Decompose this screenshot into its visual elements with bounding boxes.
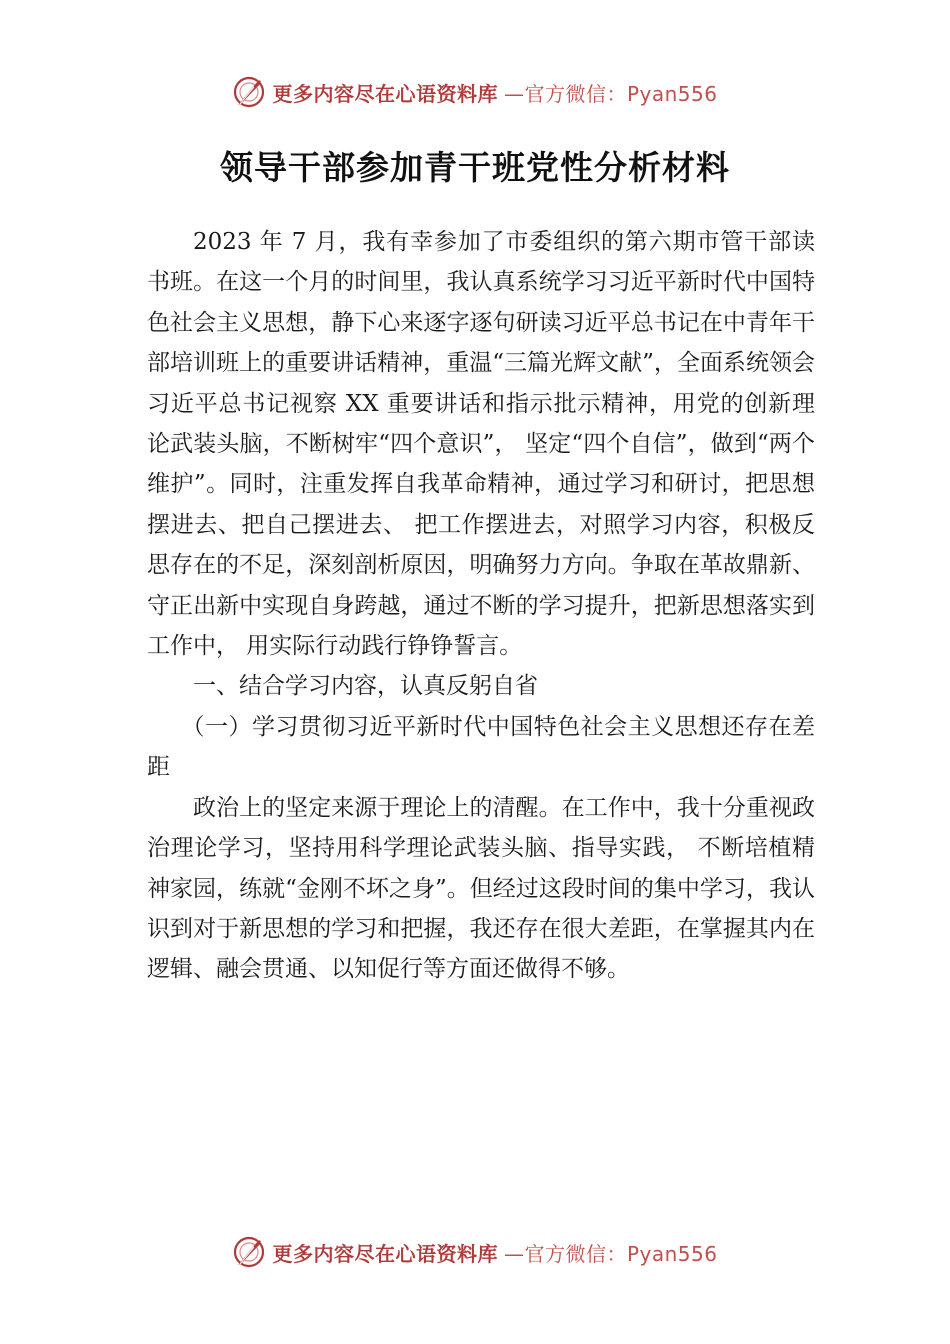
quill-logo-icon [232, 1235, 266, 1269]
footer-watermark [0, 1232, 950, 1272]
document-title: 领导干部参加青干班党性分析材料 [220, 148, 730, 187]
paragraph-intro: 2023 年 7 月，我有幸参加了市委组织的第六期市管干部读书班。在这一个月的时间里，我认真系统学习习近平新时代中国特色社会主义思想，静下心来逐字逐句研读习近平总书记在中青年干部培训班上的重要讲话精神，重温“三篇光辉文献”，全面系统领会习近平总书记视察 XX 重要讲话和指示批示精神，用党的创新理论武装头脑，不断树牢“四个意识”， 坚定“四个自信”，做到“两个维护”。同时，注重发挥自我革命精神，通过学习和研讨，把思想摆进去、把自己摆进去、 把工作摆进去，对照学习内容，积极反思存在的不足，深刻剖析原因，明确努力方向。争取在革故鼎新、守正出新中实现自身跨越，通过不断的学习提升，把新思想落实到工作中， 用实际行动践行铮铮誓言。 [147, 229, 815, 660]
section-heading: 一、结合学习内容，认真反躬自省 [193, 673, 538, 700]
quill-logo-icon [232, 75, 266, 109]
contact-text: —官方微信：Pyan556 [503, 1241, 718, 1266]
paragraph-body: 政治上的坚定来源于理论上的清醒。在工作中，我十分重视政治理论学习，坚持用科学理论武装头脑、指导实践， 不断培植精神家园，练就“金刚不坏之身”。但经过这段时间的集中学习，我认识到对于新思想的学习和把握，我还存在很大差距，在掌握其内在逻辑、融会贯通、以知促行等方面还做得不够。 [147, 794, 815, 983]
brand-text: 更多内容尽在心语资料库 [272, 1241, 498, 1266]
subsection-heading: （一）学习贯彻习近平新时代中国特色社会主义思想还存在差距 [147, 713, 815, 781]
document-body [147, 222, 815, 990]
brand-text: 更多内容尽在心语资料库 [272, 81, 498, 106]
contact-text: —官方微信：Pyan556 [503, 81, 718, 106]
header-watermark [0, 72, 950, 112]
